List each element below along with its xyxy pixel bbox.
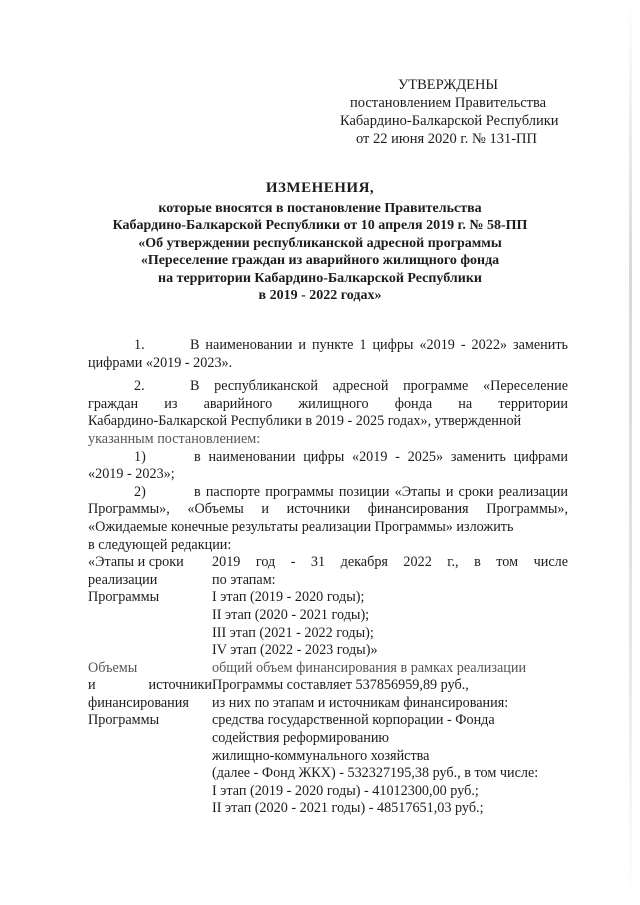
item-text: «Ожидаемые конечные результаты реализации Программы» изложить — [88, 518, 514, 535]
item-text: граждан из аварийного жилищного фонда на территории — [88, 395, 568, 412]
scan-edge — [629, 0, 632, 905]
funding-value: I этап (2019 - 2020 годы) - 41012300,00 руб.; — [212, 782, 479, 799]
item-text: «2019 - 2023»; — [88, 466, 175, 483]
heading-line: Кабардино-Балкарской Республики от 10 апреля 2019 г. № 58-ПП — [112, 218, 528, 233]
stages-label: «Этапы и сроки — [88, 554, 184, 571]
item-1 — [88, 337, 568, 355]
item-text: в следующей редакции: — [88, 536, 232, 553]
heading-line: в 2019 - 2022 годах» — [258, 288, 382, 303]
funding-label: и источники — [88, 677, 212, 694]
funding-value: общий объем финансирования в рамках реализации — [212, 659, 527, 676]
stages-label: реализации — [88, 571, 158, 588]
document-heading — [80, 180, 560, 305]
funding-label: финансирования — [88, 694, 189, 711]
funding-value: Программы составляет 537856959,89 руб., — [212, 677, 469, 694]
funding-value: жилищно-коммунального хозяйства — [212, 747, 430, 764]
document-body — [88, 337, 568, 818]
stages-table — [88, 554, 568, 660]
stages-label: Программы — [88, 589, 160, 606]
stages-value: II этап (2020 - 2021 годы); — [212, 606, 370, 623]
item-2 — [88, 378, 568, 396]
item-text: Кабардино-Балкарской Республики в 2019 - 2025 годах», утвержденной — [88, 413, 522, 430]
heading-line: «Переселение граждан из аварийного жилищного фонда — [140, 253, 500, 268]
approval-line: постановлением Правительства — [350, 95, 547, 111]
funding-label: Программы — [88, 712, 160, 729]
subitem-number: 2) — [134, 483, 146, 500]
funding-label: Объемы — [88, 659, 138, 676]
heading-line: «Об утверждении республиканской адресной программы — [138, 235, 502, 251]
item-text: В республиканской адресной программе «Переселение — [190, 378, 568, 395]
funding-value: (далее - Фонд ЖКХ) - 532327195,38 руб., в том числе: — [212, 765, 539, 782]
funding-value: содействия реформированию — [212, 730, 390, 747]
stages-value: 2019 год - 31 декабря 2022 г., в том числе — [212, 554, 568, 571]
funding-value: из них по этапам и источникам финансирования: — [212, 694, 509, 711]
subitem-number: 1) — [134, 448, 146, 465]
heading-title: ИЗМЕНЕНИЯ, — [265, 180, 375, 196]
subitem-1 — [88, 449, 568, 467]
item-text: В наименовании и пункте 1 цифры «2019 - 2022» заменить — [190, 337, 568, 353]
funding-value: II этап (2020 - 2021 годы) - 48517651,03 руб.; — [212, 800, 484, 817]
item-text: в паспорте программы позиции «Этапы и сроки реализации — [194, 483, 568, 500]
item-text: цифрами «2019 - 2023». — [88, 354, 233, 371]
item-text: в наименовании цифры «2019 - 2025» заменить цифрами — [194, 448, 568, 465]
stages-value: по этапам: — [212, 571, 276, 588]
item-text: указанным постановлением: — [88, 430, 261, 447]
stages-value: III этап (2021 - 2022 годы); — [212, 624, 374, 641]
subitem-2 — [88, 484, 568, 502]
approval-date: от 22 июня 2020 г. № 131-ПП — [356, 131, 537, 147]
stages-value: I этап (2019 - 2020 годы); — [212, 589, 365, 606]
stages-value: IV этап (2022 - 2023 годы)» — [212, 642, 378, 659]
approval-block — [340, 76, 580, 148]
item-number: 2. — [134, 378, 145, 395]
funding-value: средства государственной корпорации - Фонда — [212, 712, 495, 729]
item-number: 1. — [134, 337, 145, 353]
item-text: Программы», «Объемы и источники финансирования Программы», — [88, 501, 568, 518]
funding-table — [88, 660, 568, 818]
approval-line: Кабардино-Балкарской Республики — [340, 113, 559, 129]
approval-title: УТВЕРЖДЕНЫ — [398, 77, 499, 93]
heading-line: которые вносятся в постановление Правительства — [158, 200, 482, 216]
heading-line: на территории Кабардино-Балкарской Республики — [158, 270, 482, 286]
